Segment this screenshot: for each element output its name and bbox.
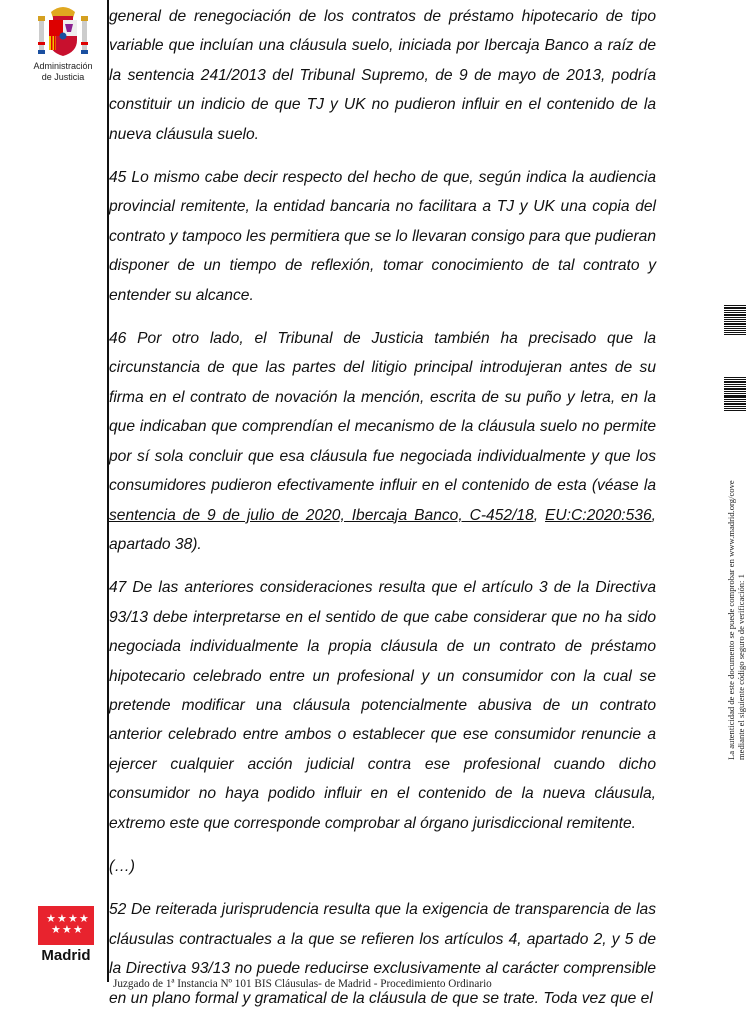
madrid-flag-icon: ★ ★ ★ ★ ★ ★ ★ bbox=[38, 906, 94, 945]
comunidad-madrid-logo bbox=[37, 906, 95, 964]
document-body bbox=[109, 0, 656, 1027]
verification-line2: mediante el siguiente código seguro de verificación: 1 bbox=[736, 574, 746, 760]
page-footer: Juzgado de 1ª Instancia Nº 101 BIS Cláusulas- de Madrid - Procedimiento Ordinario bbox=[113, 978, 492, 990]
link-separator: , bbox=[533, 506, 546, 524]
madrid-label: Madrid bbox=[41, 947, 91, 964]
paragraph-46 bbox=[109, 324, 656, 559]
paragraph-44-continuation: general de renegociación de los contratos de préstamo hipotecario de tipo variable que incluían una cláusula suelo, iniciada por Ibercaja Banco a raíz de la sentencia 241/2013 del Tribunal Supremo, de 9 de mayo de 2013, podría constituir un indicio de que TJ y UK no pudieron influir en el contenido de la nueva cláusula suelo. bbox=[109, 8, 656, 143]
logo-caption-line2: de Justicia bbox=[41, 72, 85, 82]
verification-line1: La autenticidad de este documento se puede comprobar en www.madrid.org/cove bbox=[726, 480, 736, 760]
paragraph-47: 47 De las anteriores consideraciones resulta que el artículo 3 de la Directiva 93/13 debe interpretarse en el sentido de que cabe considerar que no ha sido negociada individualmente la propia cláusula de un contrato de préstamo hipotecario celebrado entre un profesional y un consumidor con la cual se pretende modificar una cláusula potencialmente abusiva de un contrato anterior celebrado entre ambos o establecer que ese consumidor renuncie a ejercer cualquier acción judicial contra ese profesional cuando dicho consumidor no haya podido influir en el contenido de la nueva cláusula, extremo este que corresponde comprobar al órgano jurisdiccional remitente. bbox=[109, 579, 656, 832]
paragraph-45: 45 Lo mismo cabe decir respecto del hecho de que, según indica la audiencia provincial remitente, la entidad bancaria no facilitara a TJ y UK una copia del contrato y tampoco les permitiera que se lo llevaran consigo para que pudieran disponer de un tiempo de reflexión, tomar conocimiento de tal contrato y entender su alcance. bbox=[109, 169, 656, 304]
logo-caption-line1: Administración bbox=[33, 61, 93, 71]
judgment-link[interactable]: sentencia de 9 de julio de 2020, Ibercaja Banco, C-452/18 bbox=[109, 506, 534, 524]
verification-note bbox=[726, 320, 746, 760]
paragraph-52: 52 De reiterada jurisprudencia resulta que la exigencia de transparencia de las cláusulas contractuales a la que se refieren los artículos 4, apartado 2, y 5 de la Directiva 93/13 no puede reducirse exclusivamente al carácter comprensible en un plano formal y gramatical de la cláusula de que se trate. Toda vez que el bbox=[109, 901, 656, 1007]
administracion-justicia-logo bbox=[28, 2, 98, 82]
paragraph-46-end: , apartado 38). bbox=[109, 506, 656, 553]
ellipsis: (…) bbox=[109, 857, 135, 875]
coat-of-arms-icon bbox=[35, 2, 91, 60]
paragraph-46-text: 46 Por otro lado, el Tribunal de Justicia también ha precisado que la circunstancia de que las partes del litigio principal introdujeran antes de su firma en el contrato de novación la mención, escrita de su puño y letra, en la que indicaban que comprendían el mecanismo de la cláusula suelo no permite por sí sola concluir que esa cláusula fue negociada individualmente y que los consumidores pudieron efectivamente influir en el contenido de esta (véase la bbox=[109, 330, 656, 495]
ecli-link[interactable]: EU:C:2020:536 bbox=[545, 506, 652, 524]
